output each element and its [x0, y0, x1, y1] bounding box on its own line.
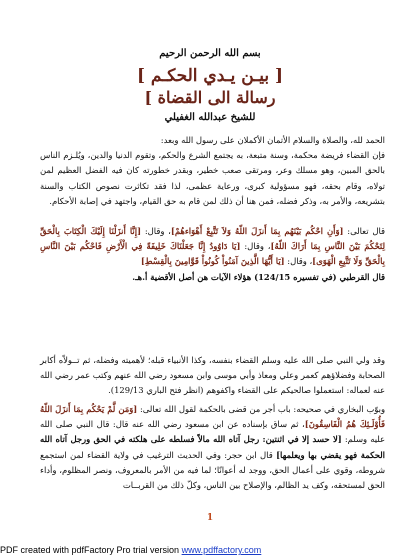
- quran-verse-4: [يَا أَيُّهَا الَّذِينَ آمَنُواْ كُونُواْ قَوَّامِينَ بِالْقِسْطِ]: [140, 256, 285, 267]
- and-said-text-3: ، وقال:: [287, 256, 313, 267]
- intro-paragraph: فإن القضاء فريضة محكمة، وسنة متبعة، به يجتمع الشرع والحكم، وتقوم الدنيا والدين، ويُلـزم الناس بالحق المبين، وهو مسلك وعر، ومرتقى صعب خطير، وبقدر خطورته كان فيه الفضل العظيم لمن تولاه، وقام بحقه، فهو مسؤولية كبرى، ورعاية عظمى، لذا فقد تكاثرت نصوص الكتاب والسنة بتشريعه، والأمر به، وذكر فضله، فمن هنا أن ذلك لمن قام به حق القيام، واجتهد في إصابة الأحكام.: [40, 150, 385, 206]
- history-section: [40, 353, 385, 399]
- title-line-2: رسالة الى القضاة ]: [144, 88, 276, 107]
- quran-verse-5: [وَمَن لَّمْ يَحْكُم بِمَا أَنزَلَ اللّهُ فَأُوْلَـئِكَ هُمُ الْفَاسِقُونَ]: [40, 404, 385, 430]
- bukhari-paragraph: [40, 402, 385, 493]
- verses-intro: قال تعالى:: [347, 226, 385, 236]
- ibn-hajar-commentary: قال ابن حجر: وفي الحديث الترغيب في ولاية القضاء لمن استجمع شروطه، وقوي على أعمال الحق، ووجد له أعوانًا؛ لما فيه من الأمر بالمعروف، ونصر المظلوم، وأداء الحق لمستحقه، وكف يد الظالم، والإصلاح بين الناس، وكلّ ذلك من القربــات: [40, 449, 385, 491]
- qurtubi-reference: قال القرطبي (في تفسيره 124/15) هؤلاء الآيات هن أصل الأقضية أ.هـ.: [132, 271, 385, 282]
- intro-greeting: الحمد لله، والصلاة والسلام الأتمان الأكملان على رسول الله وبعد:: [160, 135, 385, 145]
- hadith-text: [لا حسد إلا في اثنتين: رجل آتاه الله مالاً فسلطه على هلكته في الحق ورجل آتاه الله الحكمة فهو يقضي بها ويعلمها]: [40, 434, 385, 460]
- quran-verse-3: [يَا دَاوُودُ إِنَّا جَعَلْنَاكَ خَلِيفَةً فِي الْأَرْضِ فَاحْكُم بَيْنَ النَّاسِ بِالْحَقِّ وَلَا تَتَّبِعِ الْهَوَى]: [40, 241, 385, 267]
- basmala: بسم الله الرحمن الرحيم: [159, 48, 261, 59]
- page-number: 1: [206, 513, 214, 523]
- pdf-footer: [0, 545, 261, 555]
- footer-link[interactable]: www.pdffactory.com: [181, 545, 262, 555]
- intro-section: [40, 133, 385, 209]
- and-said-text-1: ، وقال:: [144, 226, 171, 236]
- verses-section: [40, 224, 385, 285]
- and-said-text-2: ، وقال:: [244, 241, 271, 252]
- narration-text: ، ثم ساق بإسناده عن ابن مسعود رضي الله عنه قال: قال النبي صلى الله عليه وسلم:: [40, 419, 385, 445]
- history-paragraph: وقد ولي النبي صلى الله عليه وسلم القضاء بنفسه، وكذا الأنبياء قبله؛ لأهميته وفضله، ثم تــولاّه أكابر الصحابة وفضلاؤهم كعمر وعلي ومعاذ وأبي موسى وابن مسعود رضي الله عنهم وكتب عمر رضي الله عنه لعماله: استعملوا صالحيكم على القضاء واكفوهم (انظر فتح الباري 129/13).: [40, 355, 385, 396]
- bukhari-lead: وبوّب البخاري في صحيحه: باب أجر من قضى بالحكمة لقول الله تعالى:: [139, 404, 385, 414]
- verses-paragraph: [40, 224, 385, 270]
- quran-verse-2: [إِنَّا أَنزَلْنَا إِلَيْكَ الْكِتَابَ بِالْحَقِّ لِتَحْكُمَ بَيْنَ النَّاسِ بِمَا أَرَاكَ اللّهُ]: [40, 226, 385, 252]
- footer-prefix: PDF created with pdfFactory Pro trial version: [0, 545, 180, 555]
- quran-verse-1: [وَأَنِ احْكُم بَيْنَهُم بِمَا أَنزَلَ اللّهُ وَلاَ تَتَّبِعْ أَهْوَاءهُمْ]: [170, 226, 344, 236]
- title-line-1: [ بيـن يـدي الحكـم ]: [136, 66, 284, 86]
- bukhari-section: [40, 402, 385, 493]
- author-line: للشيخ عبدالله الغفيلي: [164, 112, 256, 123]
